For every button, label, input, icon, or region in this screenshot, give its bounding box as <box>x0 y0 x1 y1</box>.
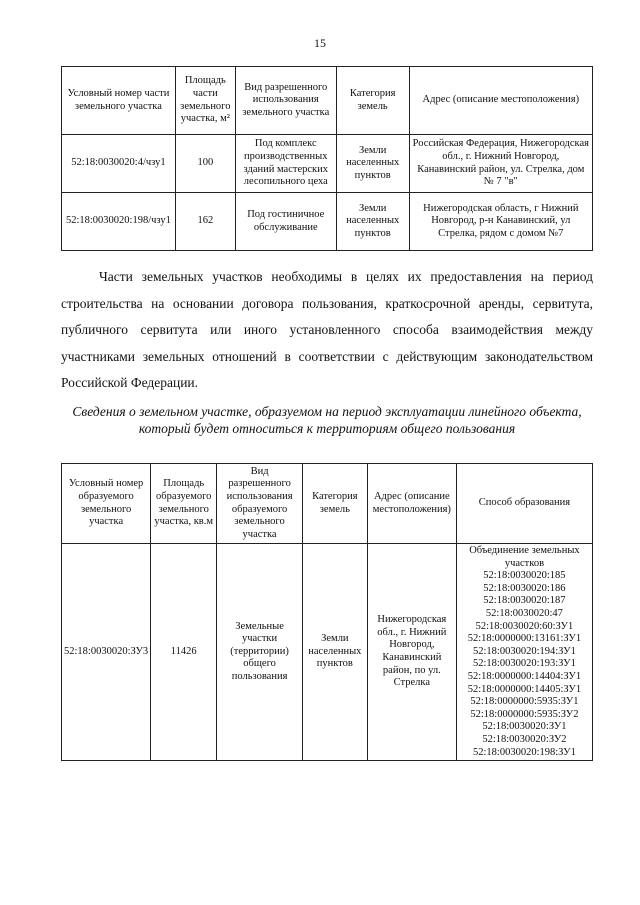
cell-area: 100 <box>175 135 235 193</box>
header-cell: Площадь образуемого земельного участка, кв.м <box>151 464 217 544</box>
paragraph-text: Части земельных участков необходимы в целях их предоставления на период строительства на основании договора пользования, краткосрочной аренды, сервитута, публичного сервитута или иного установленного способа взаимодействия между участниками земельных отношений в соответствии с действующим законодательством Российской Федерации. <box>61 269 593 390</box>
cadastral-number: 52:18:0030020:ЗУ1 <box>482 721 567 733</box>
cadastral-number: 52:18:0000000:14405:ЗУ1 <box>467 683 582 695</box>
cadastral-number: 52:18:0030020:ЗУ2 <box>482 733 567 745</box>
caption-text: Сведения о земельном участке, образуемом на период эксплуатации линейного объекта, который будет относиться к территориям общего пользования <box>72 404 582 436</box>
cadastral-number: 52:18:0000000:5935:ЗУ1 <box>470 696 579 708</box>
cell-number: 52:18:0030020:4/чзу1 <box>62 135 176 193</box>
cell-address: Нижегородская обл., г. Нижний Новгород, Канавинский район, по ул. Стрелка <box>367 544 456 761</box>
cell-category: Земли населенных пунктов <box>336 135 409 193</box>
cell-address: Российская Федерация, Нижегородская обл., г. Нижний Новгород, Канавинский район, ул. Стрелка, дом № 7 "в" <box>409 135 592 193</box>
cadastral-number: 52:18:0030020:187 <box>483 595 566 607</box>
header-cell: Вид разрешенного использования земельного участка <box>235 67 336 135</box>
table-row <box>62 135 593 193</box>
cadastral-number: 52:18:0000000:14404:ЗУ1 <box>467 670 582 682</box>
cadastral-number: 52:18:0030020:194:ЗУ1 <box>472 645 576 657</box>
cadastral-number: 52:18:0000000:13161:ЗУ1 <box>467 633 582 645</box>
land-parts-table <box>61 66 593 251</box>
header-cell: Условный номер части земельного участка <box>62 67 176 135</box>
cell-address: Нижегородская область, г Нижний Новгород, р-н Канавинский, ул Стрелка, рядом с домом №7 <box>409 193 592 251</box>
header-cell: Адрес (описание местоположения) <box>367 464 456 544</box>
cadastral-number: 52:18:0030020:60:ЗУ1 <box>475 620 574 632</box>
table-row <box>62 193 593 251</box>
cadastral-number: 52:18:0030020:198:ЗУ1 <box>472 746 576 758</box>
header-cell: Условный номер образуемого земельного участка <box>62 464 151 544</box>
cell-use: Земельные участки (территории) общего пользования <box>217 544 303 761</box>
formed-land-plot-table <box>61 463 593 761</box>
table-header-row <box>62 67 593 135</box>
header-cell: Способ образования <box>456 464 592 544</box>
cell-area: 11426 <box>151 544 217 761</box>
page-number: 15 <box>314 36 326 50</box>
header-cell: Вид разрешенного использования образуемого земельного участка <box>217 464 303 544</box>
header-cell: Категория земель <box>302 464 367 544</box>
cadastral-number: 52:18:0030020:185 <box>483 570 566 582</box>
cadastral-number: 52:18:0000000:5935:ЗУ2 <box>470 708 579 720</box>
table-header-row <box>62 464 593 544</box>
cell-number: 52:18:0030020:198/чзу1 <box>62 193 176 251</box>
table-row <box>62 544 593 761</box>
cadastral-number: 52:18:0030020:186 <box>483 582 566 594</box>
cell-use: Под гостиничное обслуживание <box>235 193 336 251</box>
method-title: Объединение земельных участков <box>469 545 580 569</box>
cadastral-number: 52:18:0030020:193:ЗУ1 <box>472 658 576 670</box>
cell-number: 52:18:0030020:ЗУ3 <box>62 544 151 761</box>
header-cell: Площадь части земельного участка, м² <box>175 67 235 135</box>
table-caption <box>61 403 593 437</box>
header-cell: Категория земель <box>336 67 409 135</box>
cell-use: Под комплекс производственных зданий мастерских лесопильного цеха <box>235 135 336 193</box>
cadastral-number: 52:18:0030020:47 <box>485 607 563 619</box>
cell-method <box>456 544 592 761</box>
cell-area: 162 <box>175 193 235 251</box>
cell-category: Земли населенных пунктов <box>302 544 367 761</box>
header-cell: Адрес (описание местоположения) <box>409 67 592 135</box>
body-paragraph <box>61 264 593 397</box>
cell-category: Земли населенных пунктов <box>336 193 409 251</box>
